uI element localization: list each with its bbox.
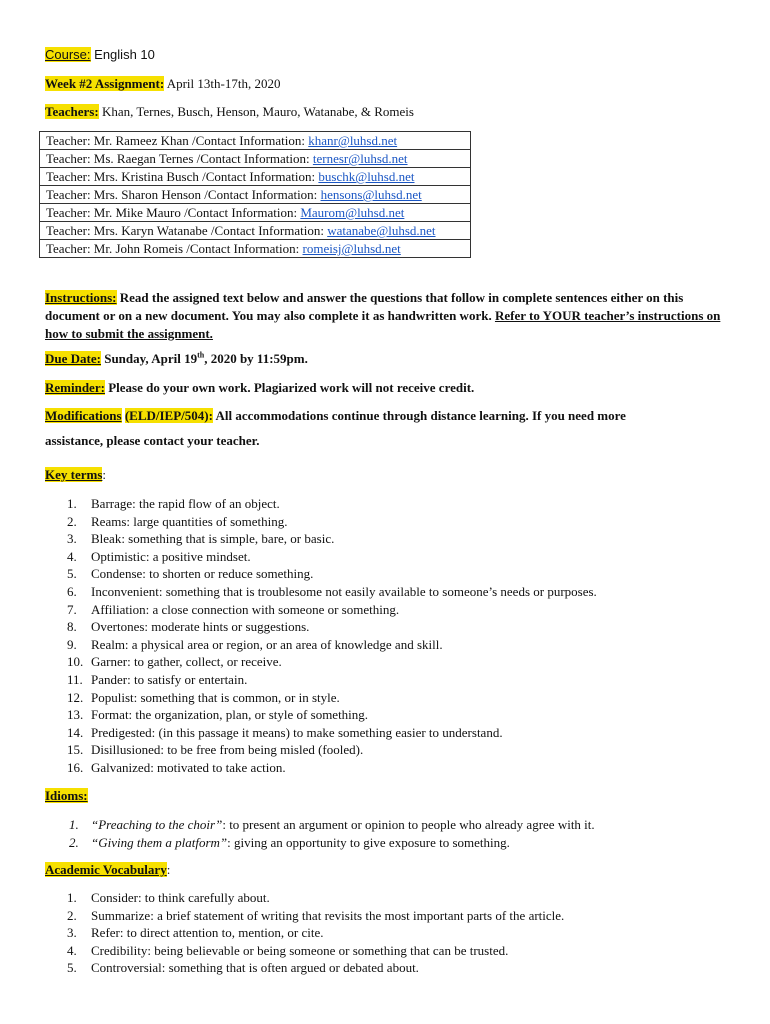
list-item-number: 10. [67, 654, 84, 670]
list-item-text: Affiliation: a close connection with someone or something. [91, 601, 400, 617]
list-item-number: 7. [67, 601, 77, 617]
teacher-email-link[interactable]: buschk@luhsd.net [318, 169, 415, 184]
list-item [45, 618, 597, 636]
teacher-row [40, 186, 471, 204]
teacher-cell [40, 186, 471, 204]
list-item-text: Inconvenient: something that is troublesome not easily available to someone’s needs or purposes. [91, 583, 597, 599]
teacher-row [40, 240, 471, 258]
teacher-info: Teacher: Mr. John Romeis /Contact Information: [46, 241, 303, 256]
list-item-text: Overtones: moderate hints or suggestions. [91, 619, 310, 635]
teacher-row [40, 132, 471, 150]
teacher-info: Teacher: Mrs. Karyn Watanabe /Contact Information: [46, 223, 328, 238]
list-item [45, 548, 597, 566]
list-item-number: 1. [67, 496, 77, 511]
academic-vocab-colon: : [166, 862, 171, 877]
list-item [45, 759, 597, 777]
list-item-number: 11. [67, 671, 83, 687]
teacher-email-link[interactable]: watanabe@luhsd.net [327, 223, 436, 238]
list-item [45, 706, 597, 724]
list-item-text: Galvanized: motivated to take action. [91, 759, 286, 775]
course-line [45, 47, 155, 62]
list-item-text: Populist: something that is common, or in style. [91, 689, 340, 705]
teacher-info: Teacher: Ms. Raegan Ternes /Contact Information: [46, 151, 313, 166]
list-item [45, 513, 597, 531]
list-item-number: 9. [67, 636, 77, 652]
list-item [45, 889, 564, 907]
list-item-number: 3. [67, 531, 77, 547]
list-item-number: 14. [67, 724, 84, 740]
teacher-row [40, 168, 471, 186]
list-item-number: 8. [67, 619, 77, 635]
list-item [45, 942, 564, 960]
key-terms-heading [45, 467, 106, 483]
teacher-cell [40, 222, 471, 240]
list-item [45, 636, 597, 654]
list-item-text: Optimistic: a positive mindset. [91, 548, 251, 564]
academic-vocab-heading [45, 862, 170, 878]
list-item-number: 4. [67, 942, 77, 958]
list-item-text: Credibility: being believable or being someone or something that can be trusted. [91, 942, 509, 958]
list-item-text: Format: the organization, plan, or style of something. [91, 707, 369, 723]
teacher-email-link[interactable]: Maurom@luhsd.net [300, 205, 405, 220]
list-item-text: Consider: to think carefully about. [91, 890, 270, 905]
teachers-contact-table [39, 131, 471, 258]
list-item-text: Refer: to direct attention to, mention, or cite. [91, 925, 324, 941]
reminder-line [45, 380, 474, 396]
list-item-number: 3. [67, 925, 77, 941]
idioms-list [45, 816, 595, 851]
key-terms-label: Key terms [45, 467, 103, 482]
instructions-text: Read the assigned text below and answer the questions that follow in complete sentences either on this document or on a new document. You may also complete it as handwritten work. [45, 290, 684, 323]
due-date-label: Due Date: [45, 351, 101, 366]
modifications-text-2: assistance, please contact your teacher. [45, 433, 260, 448]
instructions-label: Instructions: [45, 290, 117, 305]
course-label: Course: [45, 47, 91, 62]
list-item-number: 4. [67, 548, 77, 564]
list-item-number: 16. [67, 759, 84, 775]
list-item [45, 689, 597, 707]
course-value: English 10 [94, 47, 155, 62]
list-item [45, 834, 595, 852]
teacher-row [40, 150, 471, 168]
idiom-phrase: “Giving them a platform” [91, 834, 228, 850]
list-item [45, 530, 597, 548]
list-item-text: Controversial: something that is often argued or debated about. [91, 960, 419, 976]
list-item-text: Pander: to satisfy or entertain. [91, 671, 248, 687]
due-date-sup: th [197, 350, 205, 360]
modifications-line [45, 408, 626, 424]
week-label: Week #2 Assignment: [45, 76, 165, 91]
list-item-number: 2. [69, 834, 79, 850]
list-item-number: 5. [67, 566, 77, 582]
modifications-label: Modifications [45, 408, 122, 423]
teacher-cell [40, 168, 471, 186]
teachers-label: Teachers: [45, 104, 99, 119]
list-item [45, 924, 564, 942]
teacher-row [40, 204, 471, 222]
teachers-line [45, 104, 414, 120]
teacher-info: Teacher: Mr. Rameez Khan /Contact Information: [46, 133, 309, 148]
teacher-cell [40, 240, 471, 258]
teacher-info: Teacher: Mrs. Kristina Busch /Contact Information: [46, 169, 319, 184]
list-item [45, 724, 597, 742]
list-item-number: 15. [67, 742, 84, 758]
reminder-label: Reminder: [45, 380, 105, 395]
academic-vocab-label: Academic Vocabulary [45, 862, 167, 877]
list-item-text: Realm: a physical area or region, or an area of knowledge and skill. [91, 636, 443, 652]
list-item-text: : giving an opportunity to give exposure to something. [227, 834, 510, 850]
teacher-cell [40, 204, 471, 222]
list-item-number: 1. [67, 890, 77, 905]
week-line [45, 76, 280, 92]
list-item-text: Barrage: the rapid flow of an object. [91, 496, 280, 511]
teacher-row [40, 222, 471, 240]
list-item [45, 601, 597, 619]
list-item-text: : to present an argument or opinion to people who already agree with it. [222, 817, 595, 832]
list-item-text: Reams: large quantities of something. [91, 513, 288, 529]
academic-vocab-list [45, 889, 564, 977]
teacher-cell [40, 150, 471, 168]
modifications-text: All accommodations continue through distance learning. If you need more [212, 408, 626, 423]
teacher-info: Teacher: Mrs. Sharon Henson /Contact Information: [46, 187, 321, 202]
instructions-underlined: Refer to YOUR teacher’s instructions on how to submit the assignment. [45, 308, 721, 341]
teacher-cell [40, 132, 471, 150]
teacher-email-link[interactable]: khanr@luhsd.net [308, 133, 398, 148]
week-value: April 13th-17th, 2020 [166, 76, 281, 91]
list-item-number: 2. [67, 907, 77, 923]
list-item [45, 583, 597, 601]
list-item-text: Predigested: (in this passage it means) to make something easier to understand. [91, 724, 503, 740]
list-item [45, 671, 597, 689]
modifications-line-2 [45, 433, 259, 449]
teacher-email-link[interactable]: romeisj@luhsd.net [302, 241, 401, 256]
list-item-text: Garner: to gather, collect, or receive. [91, 654, 282, 670]
list-item-number: 12. [67, 689, 84, 705]
list-item [45, 653, 597, 671]
instructions-paragraph [45, 289, 725, 343]
teacher-info: Teacher: Mr. Mike Mauro /Contact Information: [46, 205, 301, 220]
list-item [45, 565, 597, 583]
list-item-number: 6. [67, 583, 77, 599]
due-date-text-after: , 2020 by 11:59pm. [204, 351, 308, 366]
teacher-email-link[interactable]: ternesr@luhsd.net [312, 151, 408, 166]
key-terms-colon: : [102, 467, 107, 482]
list-item-text: Bleak: something that is simple, bare, or basic. [91, 531, 335, 547]
modifications-label-2: (ELD/IEP/504): [124, 408, 213, 423]
idioms-label: Idioms: [45, 788, 88, 803]
due-date-line [45, 351, 308, 367]
teacher-email-link[interactable]: hensons@luhsd.net [320, 187, 422, 202]
list-item-text: Disillusioned: to be free from being misled (fooled). [91, 742, 364, 758]
reminder-text: Please do your own work. Plagiarized work will not receive credit. [104, 380, 475, 395]
list-item [45, 959, 564, 977]
list-item-number: 1. [69, 817, 79, 832]
list-item [45, 907, 564, 925]
list-item-number: 13. [67, 707, 84, 723]
list-item [45, 741, 597, 759]
key-terms-list [45, 495, 597, 777]
due-date-text: Sunday, April 19 [100, 351, 198, 366]
teachers-value: Khan, Ternes, Busch, Henson, Mauro, Watanabe, & Romeis [101, 104, 414, 119]
list-item-text: Summarize: a brief statement of writing that revisits the most important parts of the article. [91, 907, 565, 923]
list-item-number: 5. [67, 960, 77, 976]
list-item-text: Condense: to shorten or reduce something. [91, 566, 314, 582]
idiom-phrase: “Preaching to the choir” [91, 817, 223, 832]
list-item [45, 816, 595, 834]
idioms-heading [45, 788, 88, 804]
list-item-number: 2. [67, 513, 77, 529]
list-item [45, 495, 597, 513]
